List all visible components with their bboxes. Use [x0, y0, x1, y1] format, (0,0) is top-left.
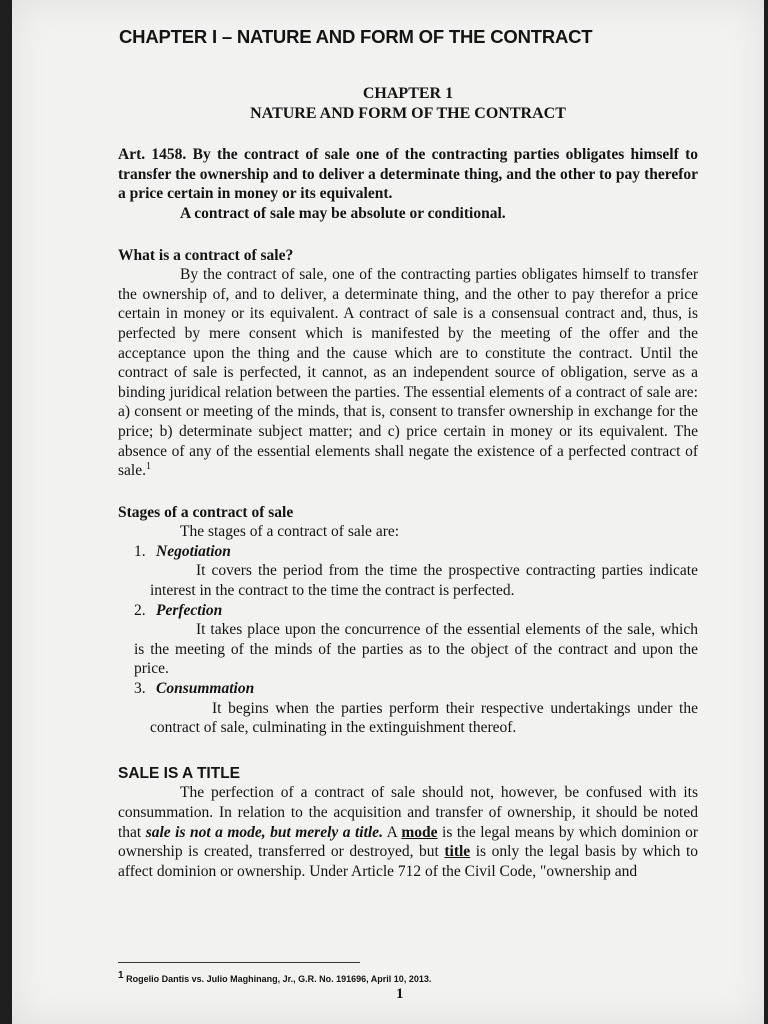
paragraph-text: is only the legal basis by which to affect dominion or ownership. Under Article 712 of the Civil Code, "ownership and	[118, 843, 699, 880]
article-1458	[118, 145, 698, 223]
stage-name: Consummation	[156, 680, 255, 698]
footnote-text: Rogelio Dantis vs. Julio Maghinang, Jr., G.R. No. 191696, April 10, 2013.	[126, 974, 432, 984]
running-header: CHAPTER I – NATURE AND FORM OF THE CONTRACT	[119, 26, 593, 47]
term-mode: mode	[401, 823, 438, 841]
paragraph-text: The perfection of a contract of sale should not, however, be confused with its consummation. In relation to the acquisition and transfer of ownership, it should be noted that	[118, 784, 698, 841]
stages-intro: The stages of a contract of sale are:	[180, 523, 400, 541]
paragraph-text: is the legal means by which dominion or ownership is created, transferred or destroyed, but	[118, 823, 698, 861]
article-text: Art. 1458. By the contract of sale one of the contracting parties obligates himself to transfer the ownership and to deliver a determinate thing, and the other to pay therefor a price certain in money or its equivalent.	[118, 146, 698, 203]
section-heading-stages: Stages of a contract of sale	[118, 503, 294, 521]
section-heading-sale-is-a-title: SALE IS A TITLE	[118, 764, 240, 782]
chapter-title: NATURE AND FORM OF THE CONTRACT	[250, 104, 566, 122]
stage-body-negotiation: It covers the period from the time the prospective contracting parties indicate interest in the contract to the time the contract is perfected.	[150, 562, 698, 600]
footnote-reference: 1	[145, 460, 151, 472]
paragraph-text: By the contract of sale, one of the contracting parties obligates himself to transfer the ownership of, and to deliver, a determinate thing, and the other to pay therefor a price certain in money or its equivalent. A contract of sale is a consensual contract and, thus, is perfected by mere consent which is manifested by the meeting of the offer and the acceptance upon the thing and the cause which are to constitute the contract. Until the contract of sale is perfected, it cannot, as an independent source of obligation, serve as a binding juridical relation between the parties. The essential elements of a contract of sale are: a) consent or meeting of the minds, that is, consent to transfer ownership in exchange for the price; b) determinate subject matter; and c) price certain in money or its equivalent. The absence of any of the essential elements shall negate the existence of a perfected contract of sale.	[118, 266, 698, 480]
footnote	[118, 970, 678, 984]
page-number: 1	[396, 986, 404, 1002]
stage-item-perfection	[134, 601, 698, 621]
stage-number: 1.	[134, 542, 146, 560]
term-title: title	[444, 843, 471, 861]
stage-name: Perfection	[156, 601, 223, 619]
book-page	[12, 0, 764, 1024]
stage-body-consummation: It begins when the parties perform their respective undertakings under the contract of sale, culminating in the extinguishment thereof.	[150, 699, 698, 737]
emphasis-text: sale is not a mode, but merely a title.	[145, 823, 383, 841]
stage-item-negotiation	[134, 542, 698, 562]
stage-item-consummation	[134, 679, 698, 699]
section-body-sale-is-a-title	[118, 783, 698, 881]
paragraph-text: A	[382, 823, 402, 841]
article-second-sentence: A contract of sale may be absolute or conditional.	[180, 204, 506, 222]
footnote-divider	[118, 962, 360, 963]
stage-name: Negotiation	[156, 542, 231, 560]
footnote-marker: 1	[118, 970, 124, 981]
stage-body-perfection: It takes place upon the concurrence of the essential elements of the sale, which is the meeting of the minds of the parties as to the object of the contract and upon the price.	[134, 621, 698, 678]
page-content	[118, 84, 698, 881]
section-heading-contract-of-sale: What is a contract of sale?	[118, 246, 294, 264]
chapter-label: CHAPTER 1	[362, 85, 454, 102]
stage-number: 3.	[134, 680, 146, 698]
section-body-contract-of-sale	[118, 265, 698, 481]
stage-number: 2.	[134, 601, 146, 619]
